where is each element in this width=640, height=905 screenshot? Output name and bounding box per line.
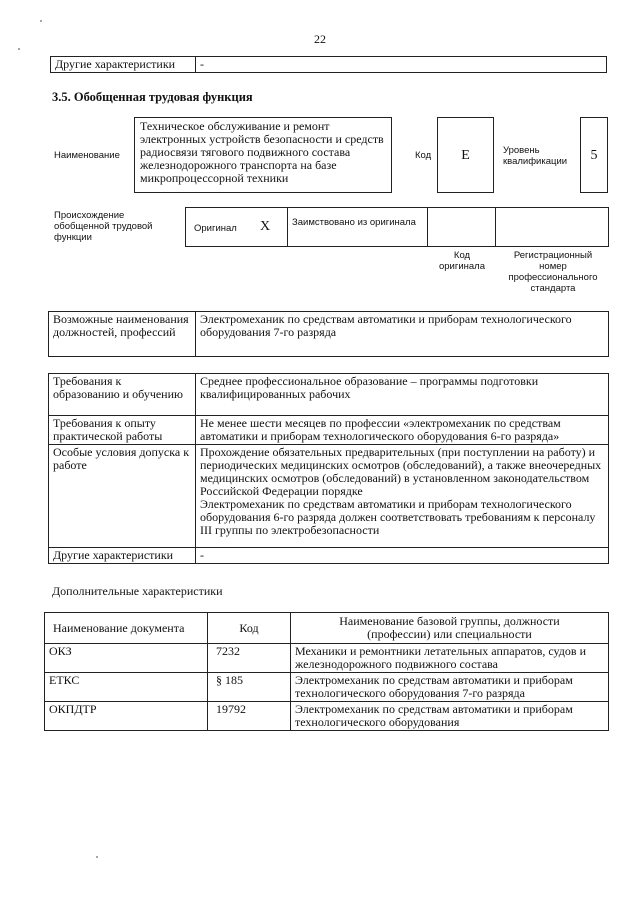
experience-label: Требования к опыту практической работы bbox=[49, 416, 196, 445]
level-value: 5 bbox=[590, 148, 598, 163]
origin-divider-2 bbox=[427, 207, 428, 247]
table-row bbox=[49, 548, 609, 564]
table-row bbox=[49, 312, 609, 357]
positions-table bbox=[48, 311, 609, 357]
code-original-caption: Код оригинала bbox=[438, 250, 485, 272]
origin-divider-1 bbox=[287, 207, 288, 247]
function-name-value: Техническое обслуживание и ремонт электронных устройств безопасности и средств радиосвязи тягового подвижного состава железнодорожного транспорта на базе микропроцессорной техники bbox=[140, 119, 384, 185]
row-name: Электромеханик по средствам автоматики и приборам технологического оборудования 7-го разряда bbox=[291, 673, 609, 702]
top-characteristics-table bbox=[50, 56, 607, 73]
level-box bbox=[580, 117, 608, 193]
other-characteristics-label: Другие характеристики bbox=[51, 57, 196, 73]
other-characteristics-value: - bbox=[196, 57, 607, 73]
row-doc: ЕТКС bbox=[45, 673, 208, 702]
table-row bbox=[45, 702, 609, 731]
table-row bbox=[45, 644, 609, 673]
scan-speck bbox=[96, 856, 98, 858]
level-label: Уровень квалификации bbox=[503, 145, 568, 167]
origin-label: Происхождение обобщенной трудовой функции bbox=[54, 210, 153, 243]
row-name: Электромеханик по средствам автоматики и приборам технологического оборудования bbox=[291, 702, 609, 731]
row-code: 19792 bbox=[208, 702, 291, 731]
row-doc: ОКЗ bbox=[45, 644, 208, 673]
name-label: Наименование bbox=[54, 150, 120, 161]
code-label: Код bbox=[415, 150, 432, 161]
scan-speck bbox=[40, 20, 42, 22]
origin-divider-3 bbox=[495, 207, 496, 247]
page-number: 22 bbox=[314, 32, 326, 46]
table-row bbox=[51, 57, 607, 73]
table-header-row bbox=[45, 613, 609, 644]
scan-speck bbox=[18, 48, 20, 50]
education-value: Среднее профессиональное образование – программы подготовки квалифицированных рабочих bbox=[196, 374, 609, 416]
function-name-box bbox=[134, 117, 392, 193]
other-label: Другие характеристики bbox=[49, 548, 196, 564]
table-row bbox=[49, 374, 609, 416]
row-code: 7232 bbox=[208, 644, 291, 673]
row-code: § 185 bbox=[208, 673, 291, 702]
positions-value: Электромеханик по средствам автоматики и приборам технологического оборудования 7-го разряда bbox=[196, 312, 609, 357]
positions-label: Возможные наименования должностей, профессий bbox=[49, 312, 196, 357]
code-value: E bbox=[461, 148, 470, 163]
admission-value bbox=[196, 445, 609, 548]
requirements-table bbox=[48, 373, 609, 564]
admission-text-2: Электромеханик по средствам автоматики и приборам технологического оборудования 6-го разряда должен соответствовать требованиям к персоналу III группы по электробезопасности bbox=[200, 497, 596, 537]
original-label: Оригинал bbox=[194, 223, 237, 234]
table-row bbox=[49, 445, 609, 548]
admission-label: Особые условия допуска к работе bbox=[49, 445, 196, 548]
reg-number-caption: Регистрационный номер профессионального стандарта bbox=[508, 250, 598, 294]
row-name: Механики и ремонтники летательных аппаратов, судов и железнодорожного подвижного состава bbox=[291, 644, 609, 673]
header-document: Наименование документа bbox=[45, 613, 208, 644]
experience-value: Не менее шести месяцев по профессии «электромеханик по средствам автоматики и приборам технологического оборудования 6-го разряда» bbox=[196, 416, 609, 445]
row-doc: ОКПДТР bbox=[45, 702, 208, 731]
other-value: - bbox=[196, 548, 609, 564]
header-name: Наименование базовой группы, должности (профессии) или специальности bbox=[291, 613, 609, 644]
additional-title: Дополнительные характеристики bbox=[52, 584, 223, 598]
code-box bbox=[437, 117, 494, 193]
header-code: Код bbox=[208, 613, 291, 644]
additional-table bbox=[44, 612, 609, 731]
original-mark: X bbox=[260, 219, 271, 234]
borrowed-label: Заимствовано из оригинала bbox=[292, 217, 416, 228]
table-row bbox=[49, 416, 609, 445]
admission-text-1: Прохождение обязательных предварительных (при поступлении на работу) и периодических медицинских осмотров (обследований), а также внеочередных медицинских осмотров (обследований) в установленном законодательством Российской Федерации порядке bbox=[200, 445, 602, 498]
table-row bbox=[45, 673, 609, 702]
education-label: Требования к образованию и обучению bbox=[49, 374, 196, 416]
section-title: 3.5. Обобщенная трудовая функция bbox=[52, 90, 253, 104]
